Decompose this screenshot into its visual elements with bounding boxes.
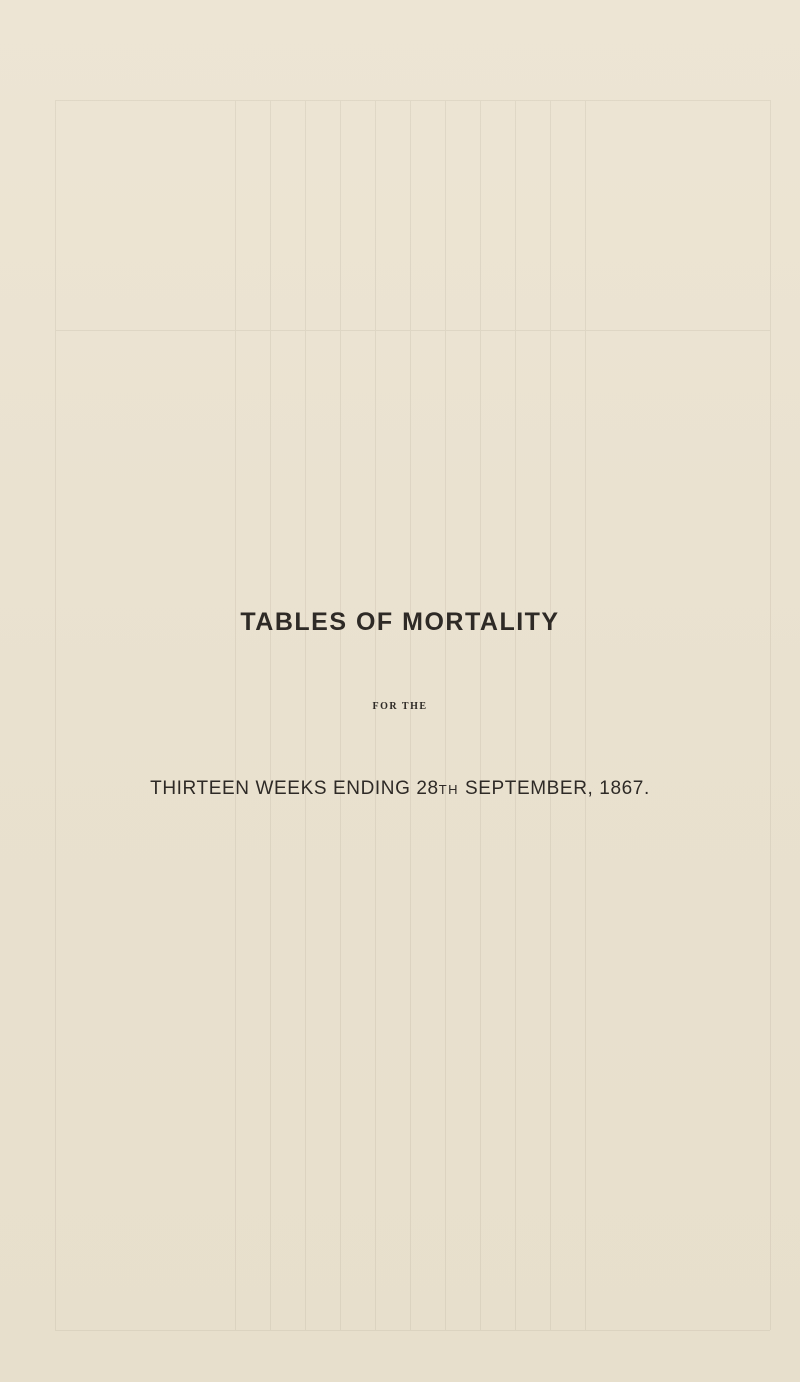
- bleed-through-table: [55, 100, 770, 1330]
- page-title: TABLES OF MORTALITY: [240, 608, 560, 636]
- for-the-label: FOR THE: [372, 701, 428, 712]
- period-subtitle: [0, 778, 800, 800]
- subtitle-date: SEPTEMBER, 1867.: [464, 778, 650, 799]
- subtitle-ordinal: TH: [438, 782, 460, 797]
- subtitle-text: THIRTEEN WEEKS ENDING 28: [150, 778, 439, 799]
